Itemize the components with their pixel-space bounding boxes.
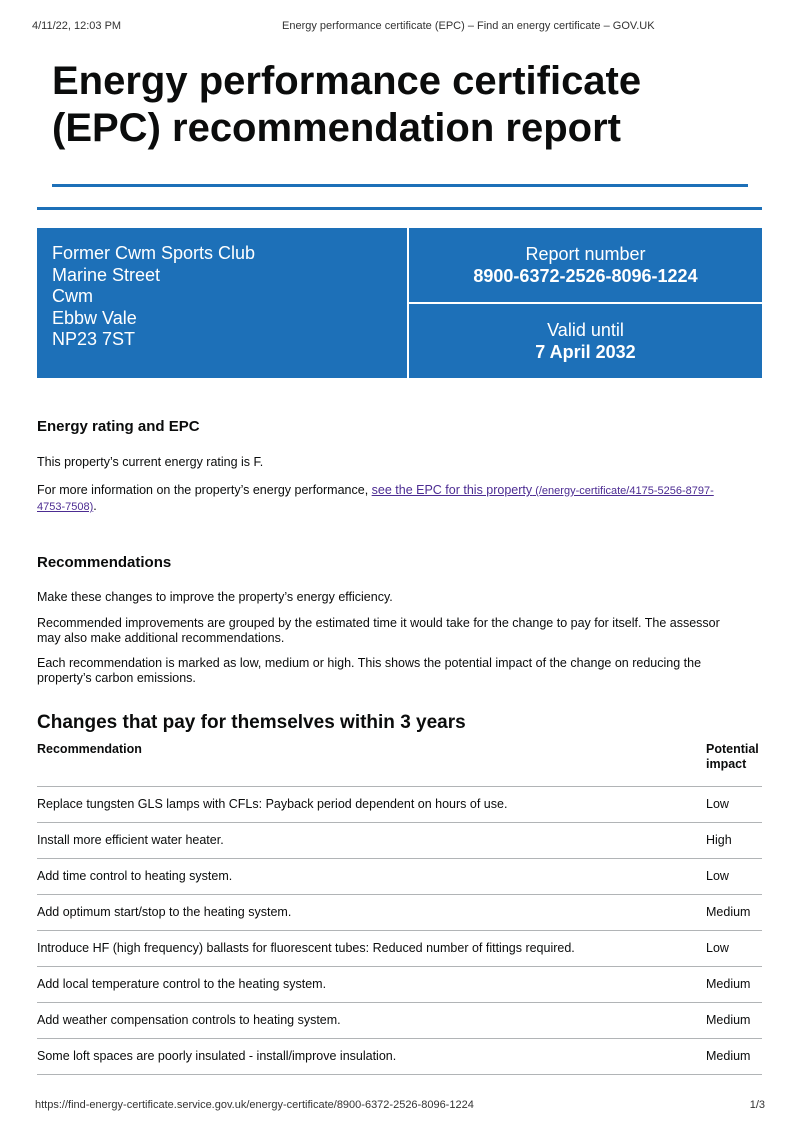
address-line: Marine Street [52, 264, 161, 285]
table-row [37, 931, 762, 967]
table-row [37, 859, 762, 895]
recommendation-cell: Add weather compensation controls to heating system. [37, 1003, 706, 1039]
address-line: NP23 7ST [52, 329, 136, 349]
recommendations-impact-note [37, 656, 762, 686]
impact-cell: High [706, 823, 762, 859]
title-underline [52, 184, 748, 187]
recommendation-cell: Install more efficient water heater. [37, 823, 706, 859]
recommendation-cell: Replace tungsten GLS lamps with CFLs: Payback period dependent on hours of use. [37, 787, 706, 823]
table-row [37, 895, 762, 931]
print-url: https://find-energy-certificate.service.gov.uk/energy-certificate/8900-6372-2526-8096-1224 [35, 1099, 474, 1111]
recommendation-cell: Add time control to heating system. [37, 859, 706, 895]
summary-block [37, 228, 762, 378]
address-line: Ebbw Vale [52, 307, 137, 328]
changes-heading: Changes that pay for themselves within 3 years [37, 712, 466, 733]
col-impact-line2: impact [706, 757, 747, 771]
table-header-row [37, 740, 762, 787]
impact-cell: Low [706, 787, 762, 823]
recommendations-grouping-line2: may also make additional recommendations. [37, 631, 285, 645]
epc-link-text: see the EPC for this property [371, 483, 533, 497]
table-row [37, 1003, 762, 1039]
print-datetime: 4/11/22, 12:03 PM [32, 20, 122, 32]
page-title-line1: Energy performance certificate [52, 59, 642, 103]
valid-until-cell [409, 319, 762, 363]
energy-rating-text: This property’s current energy rating is F. [37, 455, 264, 469]
recommendation-cell: Add local temperature control to the heating system. [37, 967, 706, 1003]
page-number: 1/3 [749, 1099, 765, 1111]
recommendations-grouping-line1: Recommended improvements are grouped by the estimated time it would take for the change to pay for itself. The assessor [37, 616, 720, 630]
summary-divider-horizontal [409, 302, 762, 304]
report-number-cell [409, 243, 762, 287]
recommendation-cell: Introduce HF (high frequency) ballasts for fluorescent tubes: Reduced number of fittings required. [37, 931, 706, 967]
energy-rating-heading: Energy rating and EPC [37, 418, 200, 435]
table-row [37, 787, 762, 823]
address-line: Former Cwm Sports Club [52, 243, 256, 263]
print-footer [35, 1099, 765, 1113]
epc-link-url-2: 4753-7508) [37, 501, 94, 513]
recommendation-cell: Add optimum start/stop to the heating system. [37, 895, 706, 931]
col-impact-line1: Potential [706, 742, 759, 756]
impact-cell: Medium [706, 967, 762, 1003]
address-line: Cwm [52, 286, 93, 306]
recommendations-grouping [37, 616, 762, 646]
impact-cell: Medium [706, 1003, 762, 1039]
recommendations-impact-line2: property’s carbon emissions. [37, 671, 196, 685]
impact-cell: Low [706, 931, 762, 967]
recommendations-impact-line1: Each recommendation is marked as low, medium or high. This shows the potential impact of the change on reducing the [37, 656, 702, 670]
recommendations-section [37, 554, 762, 686]
impact-cell: Medium [706, 1039, 762, 1075]
print-doc-title: Energy performance certificate (EPC) – Find an energy certificate – GOV.UK [282, 20, 655, 32]
table-row [37, 967, 762, 1003]
epc-link-suffix: . [93, 499, 97, 513]
valid-until-value: 7 April 2032 [535, 342, 636, 362]
recommendations-intro: Make these changes to improve the property’s energy efficiency. [37, 590, 393, 604]
page-title-line2: (EPC) recommendation report [52, 106, 621, 150]
col-potential-impact [706, 740, 762, 787]
print-header [32, 20, 768, 34]
table-row [37, 1039, 762, 1075]
col-recommendation: Recommendation [37, 740, 706, 787]
impact-cell: Medium [706, 895, 762, 931]
valid-until-label: Valid until [547, 320, 624, 340]
recommendation-cell: Some loft spaces are poorly insulated - install/improve insulation. [37, 1039, 706, 1075]
epc-link-paragraph [37, 483, 762, 515]
section-divider [37, 207, 762, 210]
page-title [52, 58, 752, 152]
energy-rating-section [37, 418, 762, 515]
recommendations-heading: Recommendations [37, 554, 172, 571]
report-number-label: Report number [525, 244, 646, 264]
recommendations-table [37, 740, 762, 1075]
table-row [37, 823, 762, 859]
epc-link-prefix: For more information on the property’s energy performance, [37, 483, 372, 497]
report-number-value: 8900-6372-2526-8096-1224 [473, 266, 698, 286]
property-address [52, 243, 255, 351]
impact-cell: Low [706, 859, 762, 895]
epc-link-url-1: (/energy-certificate/4175-5256-8797- [532, 485, 714, 497]
